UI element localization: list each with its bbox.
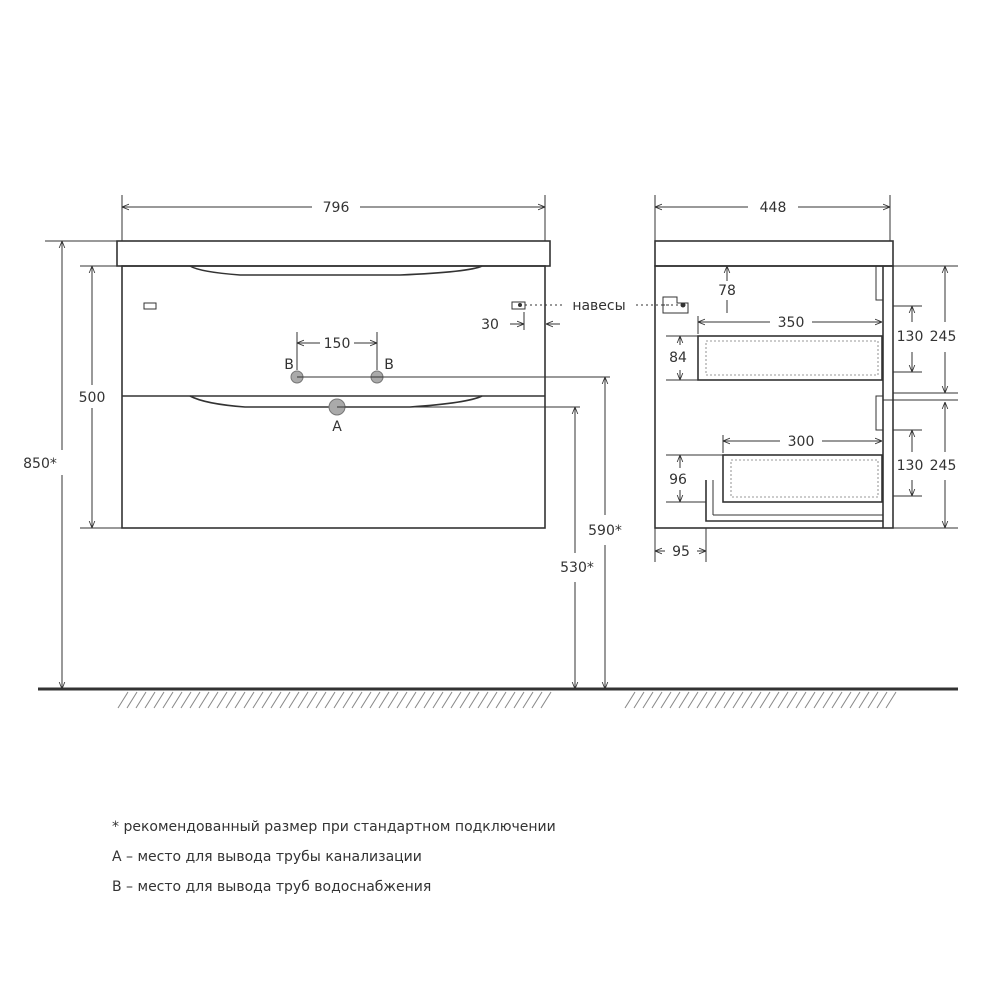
side-dimensions	[655, 195, 958, 562]
front-dimensions	[45, 195, 605, 689]
top-drawer-inner-dim-label: 130	[896, 329, 924, 345]
hanger-offset-dim-label: 30	[481, 317, 499, 333]
legend-notes	[112, 812, 556, 902]
side-countertop	[655, 241, 893, 266]
front-countertop	[117, 241, 550, 266]
pipe-b-right-label: B	[384, 357, 394, 373]
bottom-drawer-height-dim-label: 96	[669, 472, 687, 488]
top-drawer-height-dim-label: 84	[669, 350, 687, 366]
body-height-dim-label: 500	[78, 390, 106, 406]
pipe-b-left-label: B	[284, 357, 294, 373]
drain-height-dim-label: 530*	[560, 560, 594, 576]
pipe-a-label: A	[332, 419, 342, 435]
note-water: B – место для вывода труб водоснабжения	[112, 879, 432, 895]
bottom-drawer	[723, 455, 882, 502]
top-facade-dim-label: 245	[929, 329, 957, 345]
front-view	[117, 241, 550, 528]
floor	[38, 689, 958, 708]
hanger-height-dim-label: 78	[718, 283, 736, 299]
siphon-offset-dim-label: 95	[672, 544, 690, 560]
side-cabinet-body	[655, 266, 893, 528]
side-view	[655, 241, 958, 528]
bottom-facade-dim-label: 245	[929, 458, 957, 474]
top-drawer	[698, 336, 882, 380]
top-drawer-depth-dim-label: 350	[777, 315, 805, 331]
bottom-drawer-depth-dim-label: 300	[787, 434, 815, 450]
pipe-markers	[291, 371, 610, 415]
water-height-dim-label: 590*	[588, 523, 622, 539]
pipe-spacing-dim-label: 150	[323, 336, 351, 352]
sink-bowl-upper	[190, 266, 482, 275]
hanger-left-icon	[144, 303, 156, 309]
note-recommended: * рекомендованный размер при стандартном подключении	[112, 819, 556, 835]
total-height-dim-label: 850*	[23, 456, 57, 472]
note-drain: A – место для вывода трубы канализации	[112, 849, 422, 865]
width-dim-label: 796	[322, 200, 350, 216]
hangers-label: навесы	[572, 298, 626, 314]
bottom-drawer-inner-dim-label: 130	[896, 458, 924, 474]
depth-dim-label: 448	[759, 200, 787, 216]
